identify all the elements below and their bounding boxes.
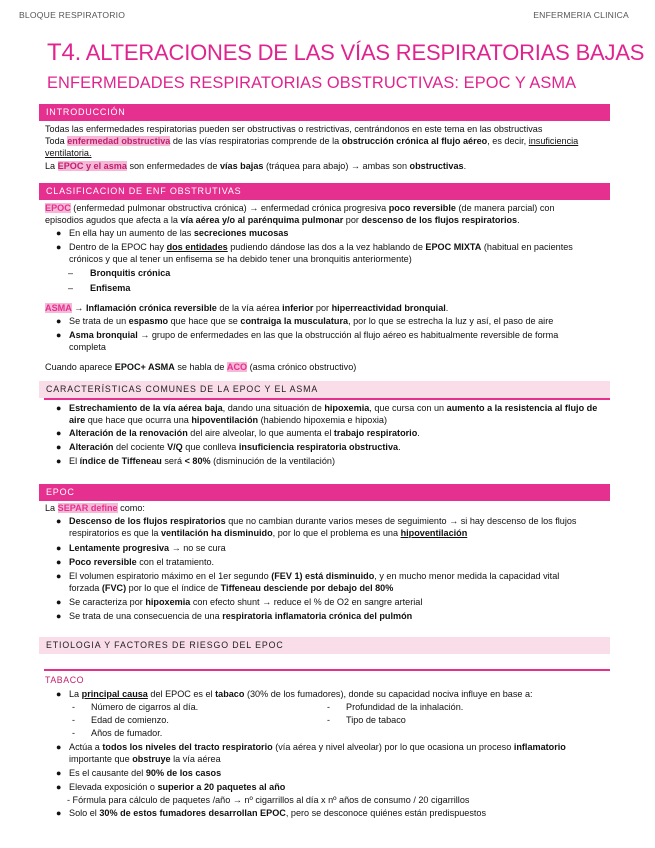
header-left: BLOQUE RESPIRATORIO [19, 10, 126, 20]
page-subtitle: ENFERMEDADES RESPIRATORIAS OBSTRUCTIVAS: EPOC Y ASMA [47, 74, 577, 92]
page-title [47, 40, 644, 66]
epoc-definition: La SEPAR define como: [45, 503, 145, 513]
tabaco-heading: TABACO [45, 675, 85, 685]
intro-line-1: Todas las enfermedades respiratorias pueden ser obstructivas o restrictivas, centrándonos en este tema en las obstructivas [45, 124, 543, 134]
section-bar-clasif: CLASIFICACION DE ENF OBSTRUTIVAS [39, 183, 610, 200]
intro-line-3: ventilatoria. [45, 148, 92, 158]
section-bar-caract: CARACTERÍSTICAS COMUNES DE LA EPOC Y EL ASMA [39, 381, 610, 398]
section-bar-intro: INTRODUCCIÓN [39, 104, 610, 121]
section-bar-epoc: EPOC [39, 484, 610, 501]
section-underline [44, 669, 610, 671]
clasif-epoc-line-1: EPOC (enfermedad pulmonar obstructiva crónica) → enfermedad crónica progresiva poco reversible (de manera parcial) con [45, 203, 555, 213]
section-underline [44, 398, 610, 400]
clasif-epoc-line-2: episodios agudos que afecta a la vía aérea y/o al parénquima pulmonar por descenso de los flujos respiratorios. [45, 215, 520, 225]
intro-line-4: La EPOC y el asma son enfermedades de vías bajas (tráquea para abajo) → ambas son obstructivas. [45, 161, 467, 171]
clasif-aco-line: Cuando aparece EPOC+ ASMA se habla de ACO (asma crónico obstructivo) [45, 362, 357, 372]
clasif-asma-line: ASMA → Inflamación crónica reversible de la vía aérea inferior por hiperreactividad bronquial. [45, 303, 449, 313]
section-bar-etio: ETIOLOGIA Y FACTORES DE RIESGO DEL EPOC [39, 637, 610, 654]
header-right: ENFERMERIA CLINICA [533, 10, 629, 20]
title-text: ALTERACIONES DE LAS VÍAS RESPIRATORIAS BAJAS [85, 40, 645, 65]
intro-line-2: Toda enfermedad obstructiva de las vías respiratorias comprende de la obstrucción crónica al flujo aéreo, es decir, insuficiencia [45, 136, 579, 146]
title-number: T4. [47, 39, 82, 66]
page-header [0, 10, 655, 22]
